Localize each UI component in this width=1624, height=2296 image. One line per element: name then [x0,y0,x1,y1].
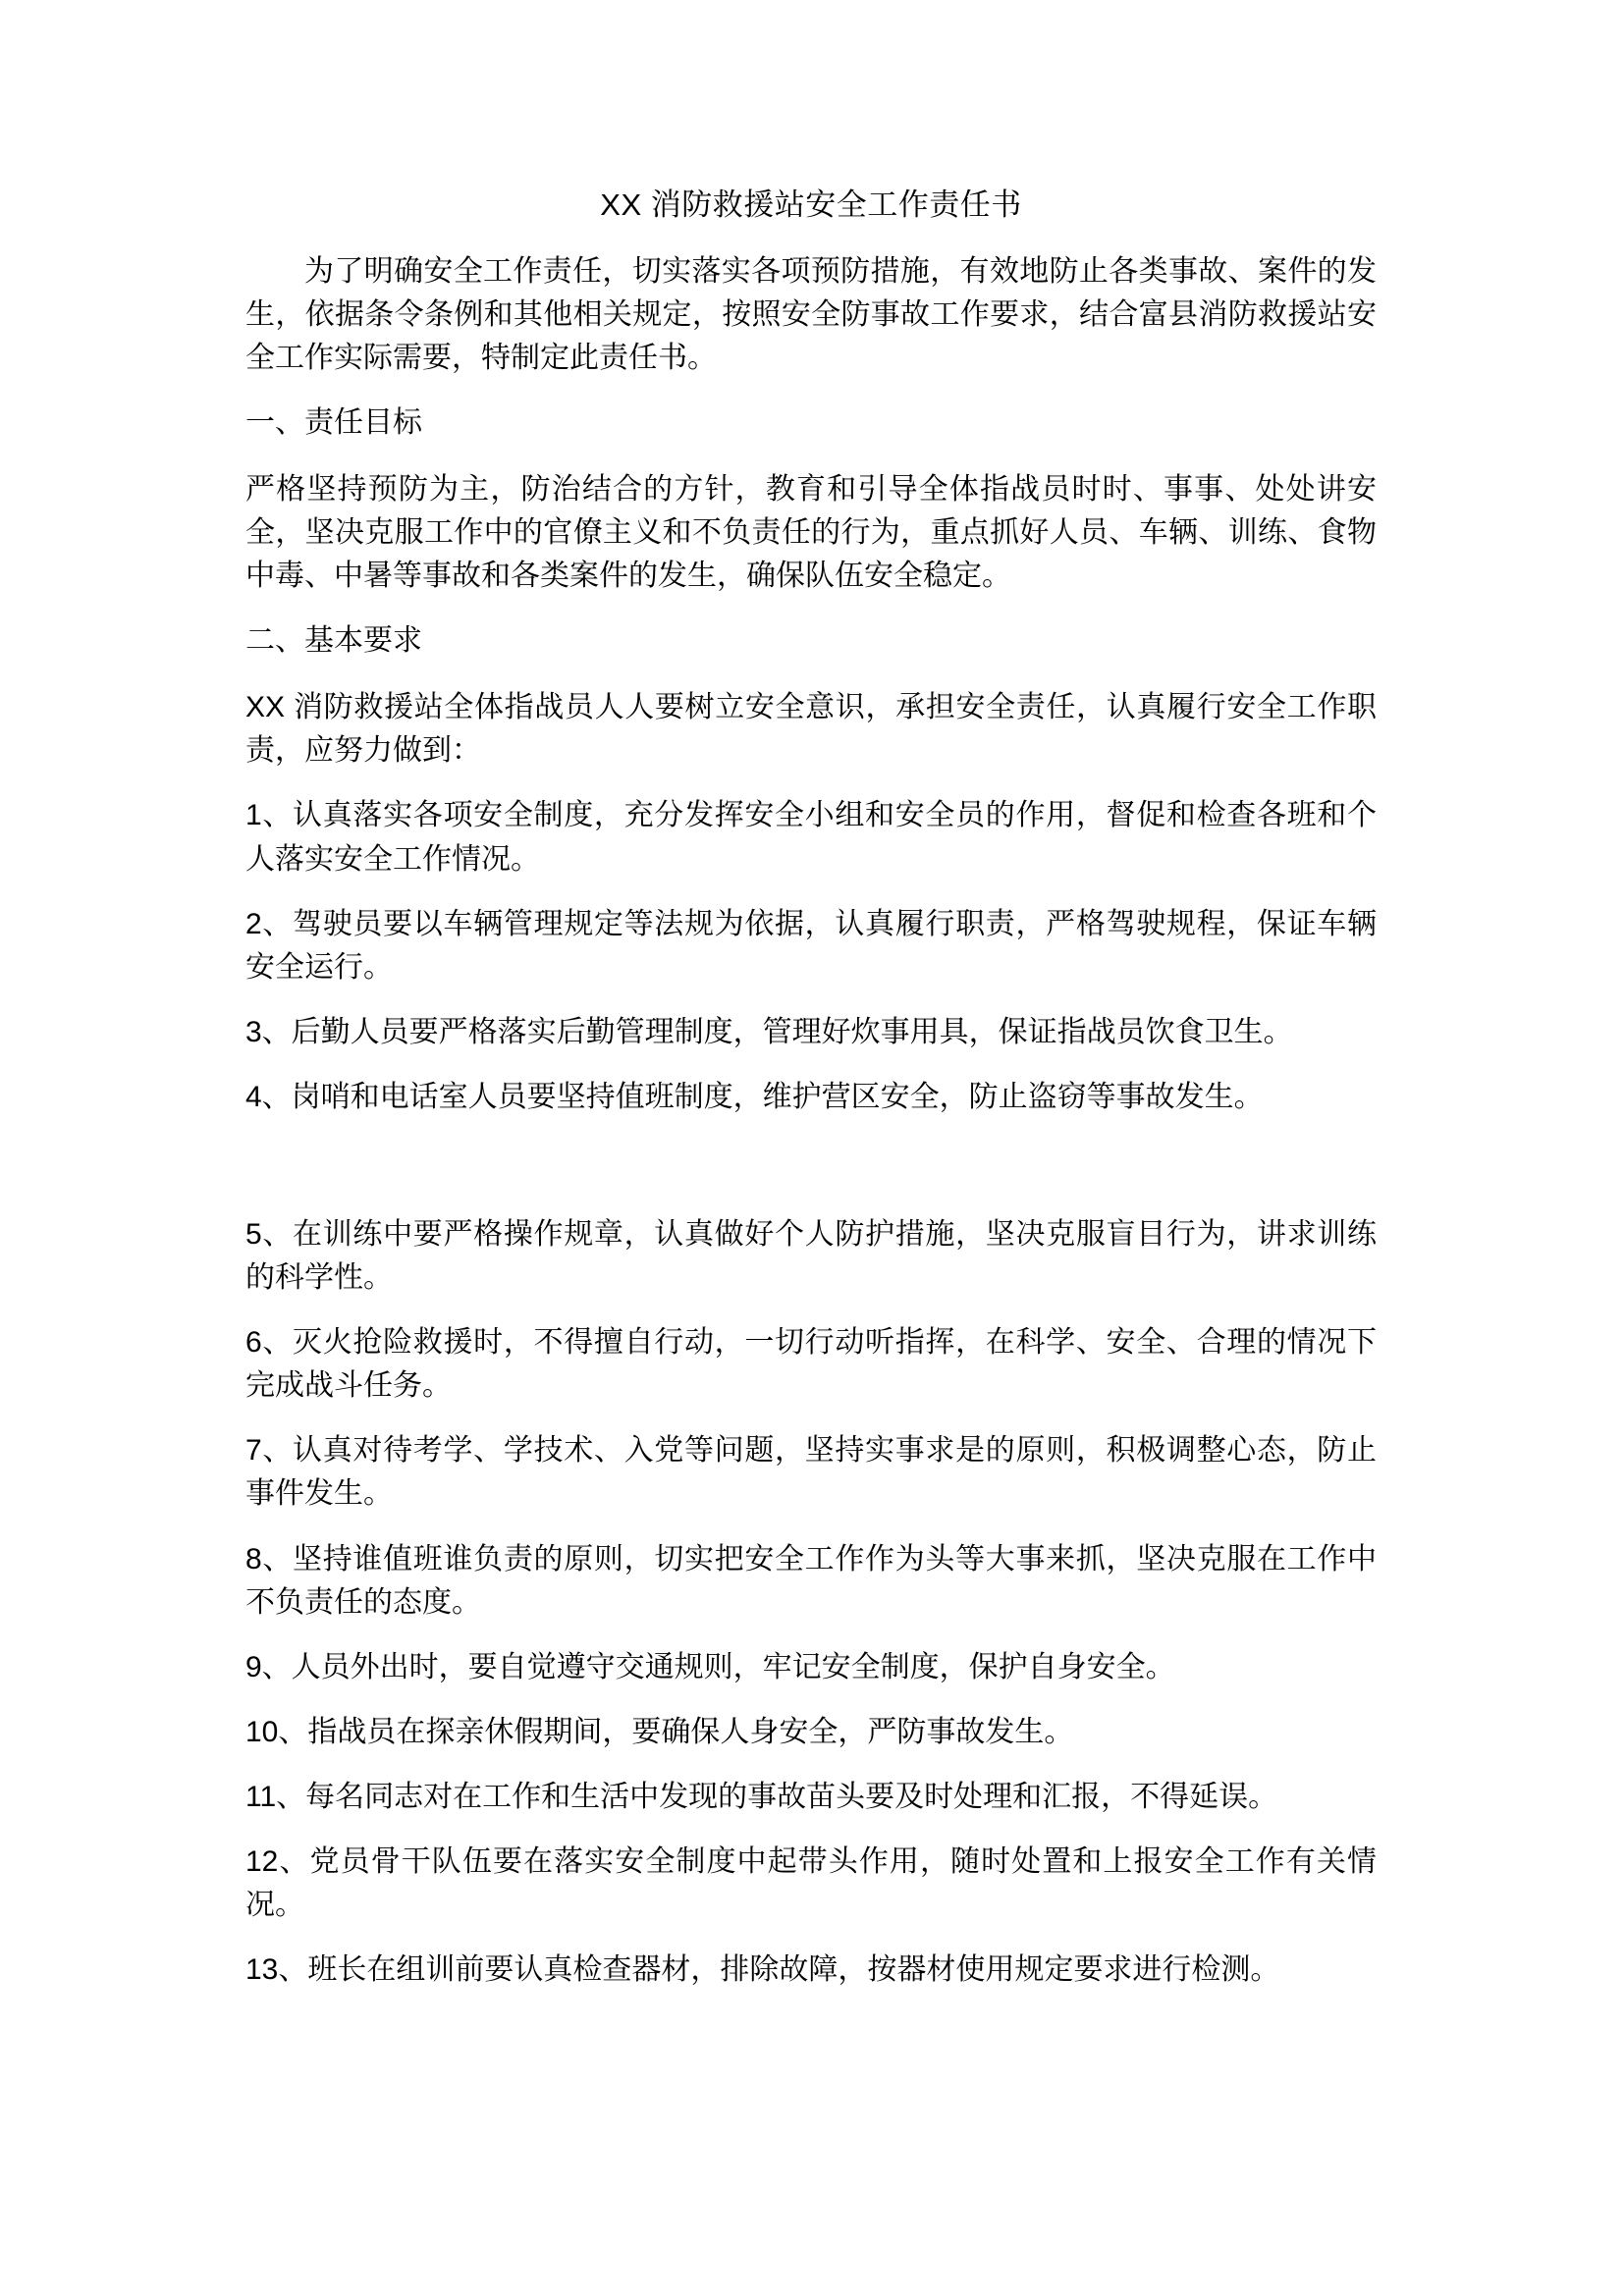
section-body-responsibility-goals: 严格坚持预防为主，防治结合的方针，教育和引导全体指战员时时、事事、处处讲安全，坚决克服工作中的官僚主义和不负责任的行为，重点抓好人员、车辆、训练、食物中毒、中暑等事故和各类案件的发生，确保队伍安全稳定。 [245,472,1377,593]
requirement-item-2: 2、驾驶员要以车辆管理规定等法规为依据，认真履行职责，严格驾驶规程，保证车辆安全运行。 [245,907,1377,984]
requirement-item-12: 12、党员骨干队伍要在落实安全制度中起带头作用，随时处置和上报安全工作有关情况。 [245,1845,1377,1922]
requirement-item-10: 10、指战员在探亲休假期间，要确保人身安全，严防事故发生。 [245,1715,1074,1748]
section-heading-basic-requirements: 二、基本要求 [245,624,422,658]
requirement-item-4: 4、岗哨和电话室人员要坚持值班制度，维护营区安全，防止盗窃等事故发生。 [245,1080,1264,1113]
section-heading-responsibility-goals: 一、责任目标 [245,405,422,439]
requirement-item-7: 7、认真对待考学、学技术、入党等问题，坚持实事求是的原则，积极调整心态，防止事件发生。 [245,1434,1377,1511]
requirement-item-1: 1、认真落实各项安全制度，充分发挥安全小组和安全员的作用，督促和检查各班和个人落实安全工作情况。 [245,799,1377,876]
preamble-paragraph: 为了明确安全工作责任，切实落实各项预防措施，有效地防止各类事故、案件的发生，依据条令条例和其他相关规定，按照安全防事故工作要求，结合富县消防救援站安全工作实际需要，特制定此责任书。 [245,254,1377,374]
requirement-item-3: 3、后勤人员要严格落实后勤管理制度，管理好炊事用具，保证指战员饮食卫生。 [245,1015,1293,1048]
section-body-basic-requirements: XX 消防救援站全体指战员人人要树立安全意识，承担安全责任，认真履行安全工作职责，应努力做到： [245,691,1377,768]
document-content [245,183,1377,2013]
requirement-item-11: 11、每名同志对在工作和生活中发现的事故苗头要及时处理和汇报，不得延误。 [245,1780,1278,1813]
requirement-item-9: 9、人员外出时，要自觉遵守交通规则，牢记安全制度，保护自身安全。 [245,1650,1175,1683]
requirement-item-13: 13、班长在组训前要认真检查器材，排除故障，按器材使用规定要求进行检测。 [245,1953,1280,1987]
requirement-item-8: 8、坚持谁值班谁负责的原则，切实把安全工作作为头等大事来抓，坚决克服在工作中不负责任的态度。 [245,1542,1377,1619]
requirement-item-5: 5、在训练中要严格操作规章，认真做好个人防护措施，坚决克服盲目行为，讲求训练的科学性。 [245,1218,1377,1295]
requirement-item-6: 6、灭火抢险救援时，不得擅自行动，一切行动听指挥，在科学、安全、合理的情况下完成战斗任务。 [245,1326,1377,1403]
page-title: XX 消防救援站安全工作责任书 [600,187,1022,222]
